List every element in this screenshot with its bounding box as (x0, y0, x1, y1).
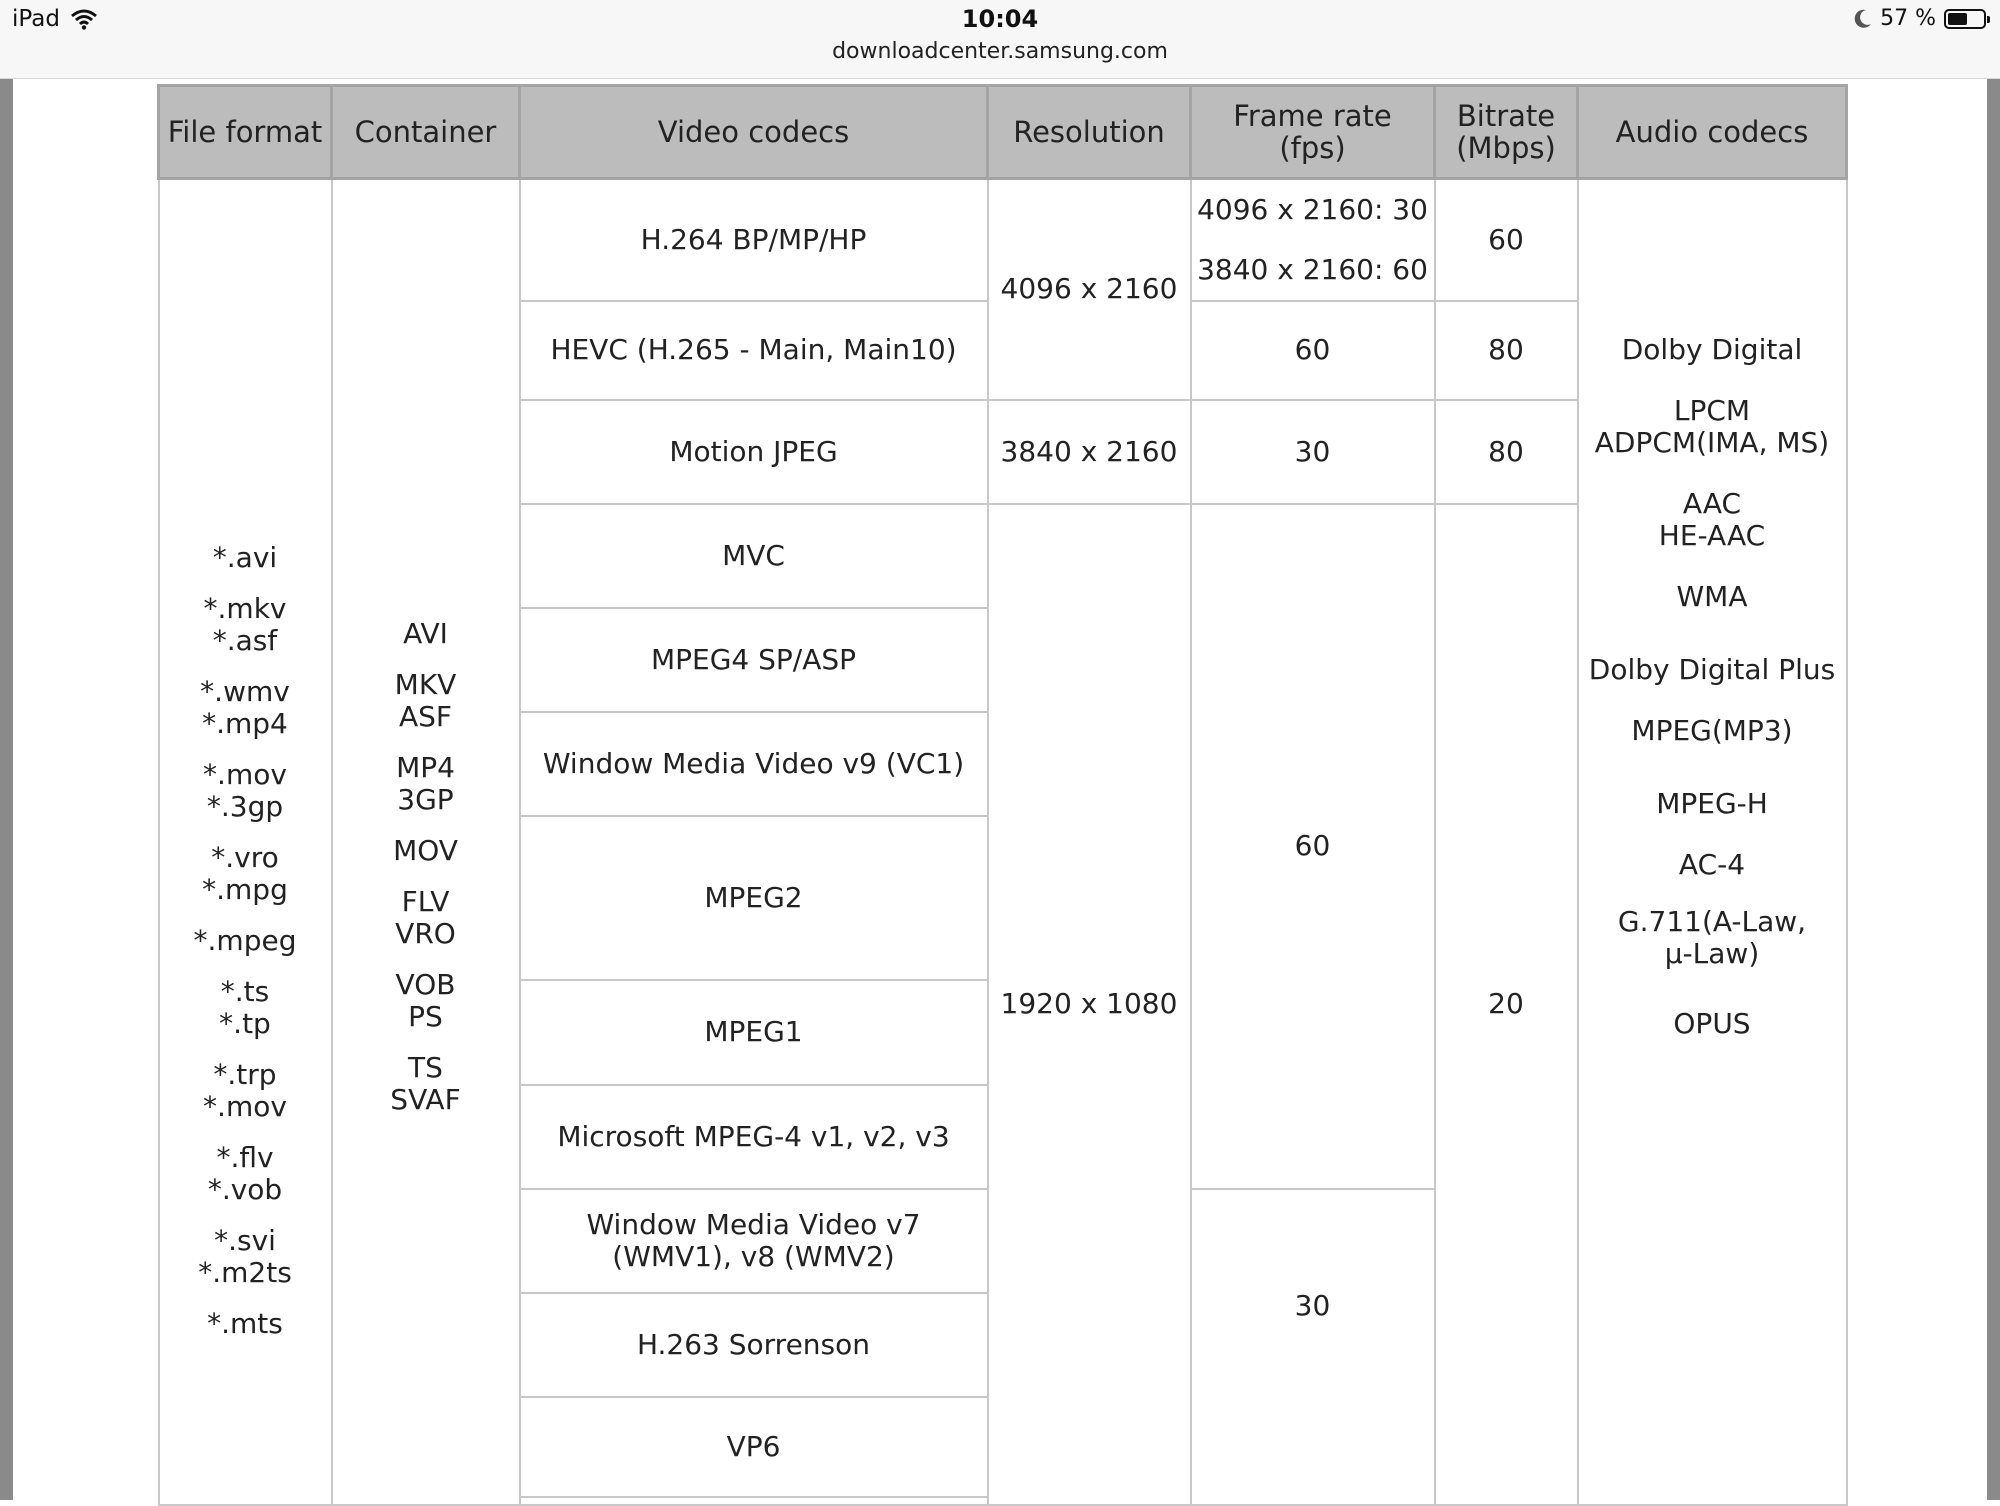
page-edge-left (0, 79, 13, 1500)
container-item: 3GP (397, 782, 454, 816)
video-codec-cell (520, 1497, 988, 1505)
audio-codec-item: OPUS (1673, 1006, 1751, 1040)
frame-rate-cell: 30 (1191, 400, 1435, 504)
file-format-item: *.mkv (203, 591, 287, 625)
file-format-cell (159, 179, 332, 1505)
file-format-list (164, 542, 327, 1340)
header-audio-codecs: Audio codecs (1578, 86, 1847, 179)
container-item: ASF (398, 699, 453, 733)
file-format-item: *.asf (212, 623, 278, 657)
file-format-item: *.mpg (202, 872, 288, 906)
battery-tip (1987, 16, 1990, 23)
container-item: MKV (394, 667, 457, 701)
video-codec-cell: HEVC (H.265 - Main, Main10) (520, 301, 988, 400)
container-item: PS (408, 999, 443, 1033)
audio-codec-item: MPEG(MP3) (1631, 713, 1793, 747)
video-codec-cell: MPEG1 (520, 980, 988, 1085)
frame-rate-item: 3840 x 2160: 60 (1197, 252, 1428, 286)
audio-codec-item: MPEG-H (1656, 786, 1768, 820)
file-format-item: *.mts (207, 1306, 283, 1340)
device-label: iPad (12, 6, 60, 32)
frame-rate-item: 4096 x 2160: 30 (1197, 192, 1428, 226)
video-codec-cell: Microsoft MPEG-4 v1, v2, v3 (520, 1085, 988, 1189)
file-format-item: *.mov (203, 1089, 287, 1123)
audio-codec-item: AAC (1682, 486, 1742, 520)
container-item: VRO (395, 916, 456, 950)
video-codec-cell: Window Media Video v7 (WMV1), v8 (WMV2) (520, 1189, 988, 1293)
moon-icon (1854, 9, 1872, 29)
file-format-item: *.tp (219, 1006, 271, 1040)
header-file-format: File format (159, 86, 332, 179)
container-item: FLV (401, 884, 450, 918)
audio-codec-item: AC-4 (1678, 847, 1746, 881)
table-row (159, 179, 1847, 301)
url-label[interactable]: downloadcenter.samsung.com (832, 39, 1168, 64)
audio-codec-cell (1578, 179, 1847, 1505)
video-codec-cell: Motion JPEG (520, 400, 988, 504)
file-format-item: *.vro (211, 840, 279, 874)
resolution-cell: 3840 x 2160 (988, 400, 1191, 504)
audio-codec-item: WMA (1676, 579, 1748, 613)
video-spec-table (157, 84, 1848, 1506)
clock: 10:04 (961, 5, 1039, 33)
header-bitrate: Bitrate (Mbps) (1435, 86, 1578, 179)
video-codec-cell: H.263 Sorrenson (520, 1293, 988, 1397)
bitrate-cell: 80 (1435, 301, 1578, 400)
file-format-item: *.trp (213, 1057, 277, 1091)
audio-codec-item: HE-AAC (1658, 518, 1766, 552)
bitrate-cell: 80 (1435, 400, 1578, 504)
file-format-item: *.m2ts (198, 1255, 292, 1289)
resolution-cell: 1920 x 1080 (988, 504, 1191, 1505)
container-item: AVI (403, 616, 448, 650)
video-codec-cell: MVC (520, 504, 988, 608)
resolution-cell: 4096 x 2160 (988, 179, 1191, 400)
status-center (0, 5, 2000, 64)
file-format-item: *.mp4 (202, 706, 288, 740)
file-format-item: *.svi (214, 1223, 276, 1257)
file-format-item: *.mov (203, 757, 287, 791)
header-frame-rate: Frame rate (fps) (1191, 86, 1435, 179)
header-video-codecs: Video codecs (520, 86, 988, 179)
container-item: TS (408, 1050, 443, 1084)
frame-rate-cell: 60 (1191, 504, 1435, 1189)
container-cell (332, 179, 520, 1505)
audio-codec-item: G.711(A-Law, μ-Law) (1617, 904, 1807, 970)
audio-codec-list (1583, 334, 1842, 1040)
file-format-item: *.avi (212, 540, 278, 574)
status-bar (0, 0, 2000, 79)
file-format-item: *.wmv (200, 674, 290, 708)
video-codec-cell: VP6 (520, 1397, 988, 1497)
video-codec-cell: H.264 BP/MP/HP (520, 179, 988, 301)
page-edge-right (1987, 79, 2000, 1500)
battery-percent: 57 % (1880, 6, 1936, 31)
header-row (159, 86, 1847, 179)
audio-codec-item: Dolby Digital Plus (1588, 652, 1836, 686)
file-format-item: *.ts (220, 974, 270, 1008)
bitrate-cell: 60 (1435, 179, 1578, 301)
audio-codec-item: Dolby Digital (1621, 332, 1803, 366)
container-item: SVAF (390, 1082, 461, 1116)
container-item: MP4 (396, 750, 455, 784)
battery-fill (1948, 13, 1967, 25)
frame-rate-cell (1191, 179, 1435, 301)
file-format-item: *.3gp (206, 789, 284, 823)
frame-rate-cell: 30 (1191, 1189, 1435, 1505)
header-container: Container (332, 86, 520, 179)
video-codec-cell: MPEG4 SP/ASP (520, 608, 988, 712)
video-codec-cell: Window Media Video v9 (VC1) (520, 712, 988, 816)
audio-codec-item: ADPCM(IMA, MS) (1594, 425, 1830, 459)
file-format-item: *.flv (216, 1140, 274, 1174)
video-codec-cell: MPEG2 (520, 816, 988, 980)
header-resolution: Resolution (988, 86, 1191, 179)
container-list (337, 618, 515, 1116)
status-right (1854, 6, 1986, 31)
bitrate-cell: 20 (1435, 504, 1578, 1505)
container-item: MOV (393, 833, 458, 867)
container-item: VOB (395, 967, 456, 1001)
frame-rate-list (1196, 194, 1430, 286)
frame-rate-cell: 60 (1191, 301, 1435, 400)
audio-codec-item: LPCM (1673, 393, 1751, 427)
file-format-item: *.mpeg (193, 923, 297, 957)
battery-icon (1944, 9, 1986, 29)
file-format-item: *.vob (207, 1172, 283, 1206)
